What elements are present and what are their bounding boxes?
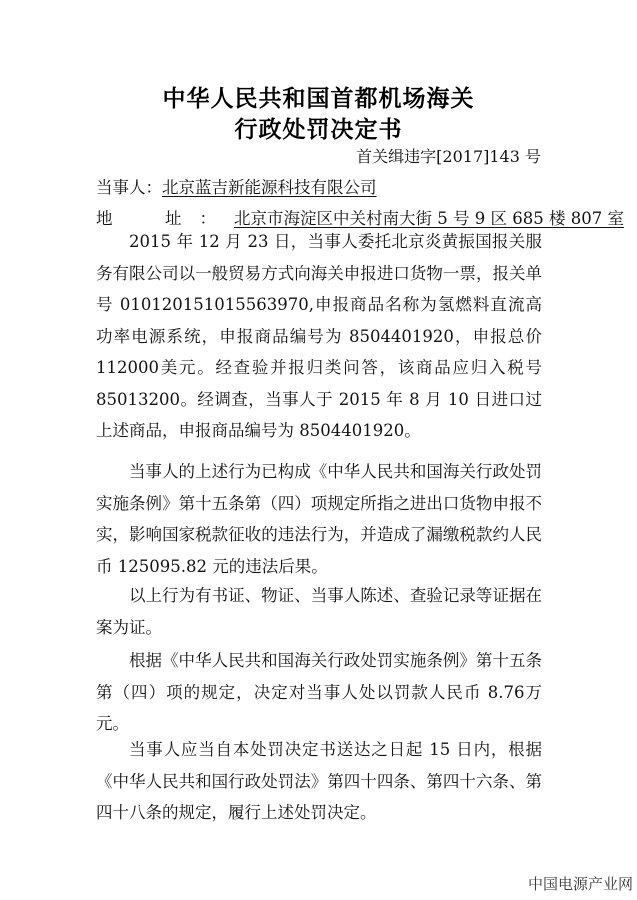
party-name-label: 当事人： [96,178,162,197]
paragraph-facts: 2015 年 12 月 23 日，当事人委托北京炎黄振国报关服务有限公司以一般贸易方式向海关申报进口货物一票，报关单号 010120151015563970,申报商品名称为氢燃料直流高功率电源系统，申报商品编号为 8504401920，申报总价 112000美元。经查验并报归类问答，该商品应归入税号 85013200。经调查，当事人于 2015 年 8 月 10 日进口过上述商品，申报商品编号为 8504401920。 [96,232,542,440]
party-address-value: 北京市海淀区中关村南大街 5 号 9 区 685 楼 807 室 [234,209,624,228]
party-name-row [96,174,377,198]
paragraph-violation: 当事人的上述行为已构成《中华人民共和国海关行政处罚实施条例》第十五条第（四）项规定所指之进出口货物申报不实，影响国家税款征收的违法行为，并造成了漏缴税款约人民币 125095.82 元的违法后果。 [96,462,542,576]
party-address-label: 地 址： [96,209,234,228]
paragraph-evidence: 以上行为有书证、物证、当事人陈述、查验记录等证据在案为证。 [96,586,542,637]
source-watermark: 中国电源产业网 [527,875,633,893]
party-name-value: 北京蓝吉新能源科技有限公司 [162,178,377,197]
document-title-line-2: 行政处罚决定书 [234,117,403,143]
document-title-line-1: 中华人民共和国首都机场海关 [162,86,475,112]
paragraph-decision: 根据《中华人民共和国海关行政处罚实施条例》第十五条第（四）项的规定，决定对当事人处以罚款人民币 8.76万元。 [96,651,542,733]
document-number: 首关缉违字[2017]143 号 [356,147,541,166]
paragraph-deadline: 当事人应当自本处罚决定书送达之日起 15 日内，根据《中华人民共和国行政处罚法》第四十四条、第四十六条、第四十八条的规定，履行上述处罚决定。 [96,740,542,822]
